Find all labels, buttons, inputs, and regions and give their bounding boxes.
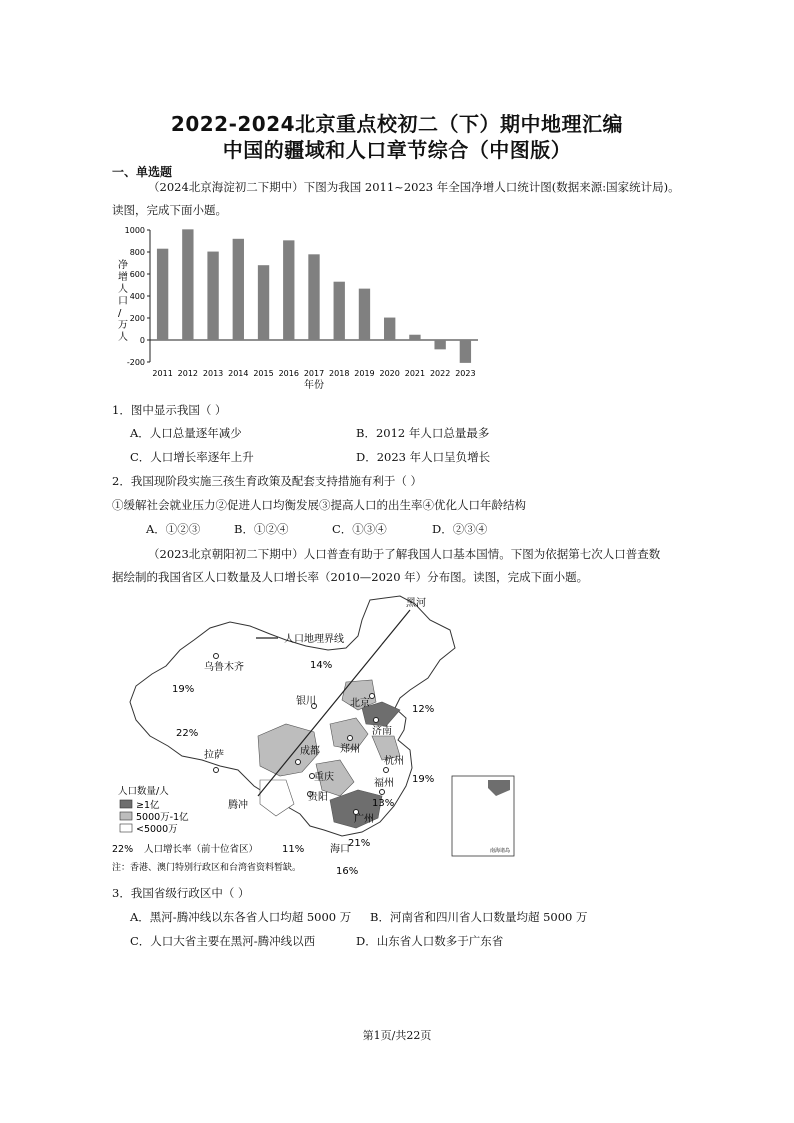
map-note: 注：香港、澳门特别行政区和台湾省资料暂缺。 (112, 863, 302, 873)
legend-title: 人口数量/人 (118, 786, 169, 797)
q2-option-c[interactable]: C．①③④ (332, 522, 387, 536)
city-guangzhou: 广州 (354, 814, 374, 825)
chart-x-tick-label: 2011 (152, 369, 173, 378)
section-heading: 一、单选题 (112, 165, 173, 179)
legend-item-2: 5000万-1亿 (136, 812, 189, 823)
city-heihe: 黑河 (406, 598, 426, 609)
chart-y-tick-label: -200 (126, 358, 145, 367)
intro2-line2: 据绘制的我国省区人口数量及人口增长率（2010—2020 年）分布图。读图，完成下面小题。 (112, 570, 589, 584)
city-chengdu: 成都 (300, 746, 320, 757)
city-haikou: 海口 (330, 844, 350, 855)
chart-xlabel: 年份 (304, 380, 324, 391)
city-beijing: 北京 (350, 698, 370, 709)
q3-option-c[interactable]: C．人口大省主要在黑河-腾冲线以西 (130, 934, 316, 948)
rate-guangdong: 21% (348, 838, 371, 849)
city-lhasa: 拉萨 (204, 750, 224, 761)
q1-stem: 1．图中显示我国（ ） (112, 403, 227, 417)
q2-option-d[interactable]: D．②③④ (432, 522, 488, 536)
chart-x-tick-label: 2013 (202, 369, 224, 378)
chart-bar-2023 (460, 340, 471, 363)
chart-x-tick-label: 2016 (278, 369, 299, 378)
chart-x-tick-label: 2018 (329, 369, 350, 378)
chart-x-tick-label: 2021 (404, 369, 426, 378)
q2-option-a[interactable]: A．①②③ (146, 522, 201, 536)
city-tengchong: 腾冲 (228, 800, 248, 811)
chart-bar-2020 (384, 318, 395, 340)
chart-bar-2015 (258, 265, 269, 340)
rate-zhejiang: 19% (412, 774, 435, 785)
rate-tianjin: 12% (412, 704, 435, 715)
chart-y-tick-label: 800 (129, 248, 145, 257)
rate-ningxia: 14% (310, 660, 333, 671)
intro1-line2: 读图，完成下面小题。 (112, 203, 227, 217)
chart-x-tick-label: 2012 (177, 369, 199, 378)
chart-y-tick-label: 1000 (124, 226, 145, 235)
chart-bar-2013 (207, 252, 218, 340)
intro1-line1: （2024北京海淀初二下期中）下图为我国 2011~2023 年全国净增人口统计图(数据来源:国家统计局)。 (148, 180, 680, 194)
q1-option-a[interactable]: A．人口总量逐年减少 (130, 426, 242, 440)
doc-title-line2: 中国的疆域和人口章节综合（中图版） (222, 138, 572, 162)
chart-x-tick-label: 2022 (429, 369, 451, 378)
line-legend-label: 人口地理界线 (284, 634, 344, 645)
page-footer: 第1页/共22页 (362, 1029, 432, 1042)
chart-x-tick-label: 2014 (228, 369, 249, 378)
rate-fujian: 13% (372, 798, 395, 809)
chart-x-tick-label: 2020 (379, 369, 400, 378)
city-chongqing: 重庆 (314, 772, 334, 783)
q3-option-a[interactable]: A．黑河-腾冲线以东各省人口均超 5000 万 (130, 910, 352, 924)
chart-y-tick-label: 400 (129, 292, 145, 301)
net-population-bar-chart (108, 222, 488, 392)
rate-yunnan: 11% (282, 844, 305, 855)
legend-item-1: ≥1亿 (136, 800, 160, 811)
q1-option-b[interactable]: B．2012 年人口总量最多 (356, 426, 490, 440)
q1-option-c[interactable]: C．人口增长率逐年上升 (130, 450, 254, 464)
city-fuzhou: 福州 (374, 778, 394, 789)
chart-x-tick-label: 2019 (354, 369, 375, 378)
q2-stem: 2．我国现阶段实施三孩生育政策及配套支持措施有利于（ ） (112, 474, 422, 488)
chart-bar-2011 (157, 249, 168, 340)
city-guiyang: 贵阳 (308, 792, 328, 803)
chart-bar-2017 (308, 254, 319, 340)
q3-option-d[interactable]: D．山东省人口数多于广东省 (356, 934, 504, 948)
rate-xinjiang: 19% (172, 684, 195, 695)
chart-bar-2014 (233, 239, 244, 340)
city-urumqi: 乌鲁木齐 (204, 662, 244, 673)
intro2-line1: （2023北京朝阳初二下期中）人口普查有助于了解我国人口基本国情。下图为依据第七次人口普查数 (148, 547, 661, 561)
chart-x-tick-label: 2023 (455, 369, 476, 378)
chart-bar-2016 (283, 240, 294, 340)
chart-bar-2019 (359, 289, 370, 340)
inset-label: 南海诸岛 (490, 848, 511, 854)
q1-option-d[interactable]: D．2023 年人口呈负增长 (356, 450, 491, 464)
chart-bar-2018 (334, 282, 345, 340)
rate-tibet: 22% (176, 728, 199, 739)
chart-ylabel: 净增人口/万人 (118, 260, 128, 343)
chart-bar-2022 (434, 340, 445, 349)
city-hangzhou: 杭州 (384, 756, 404, 767)
q2-option-b[interactable]: B．①②④ (234, 522, 289, 536)
q2-items: ①缓解社会就业压力②促进人口均衡发展③提高人口的出生率④优化人口年龄结构 (112, 498, 526, 512)
q3-stem: 3．我国省级行政区中（ ） (112, 886, 250, 900)
chart-bar-2021 (409, 335, 420, 340)
rate-hainan: 16% (336, 866, 359, 877)
q3-option-b[interactable]: B．河南省和四川省人口数量均超 5000 万 (370, 910, 588, 924)
legend-growth-sample: 22% (112, 844, 134, 855)
chart-x-tick-label: 2017 (303, 369, 325, 378)
city-zhengzhou: 郑州 (340, 744, 360, 755)
legend-growth-label: 人口增长率（前十位省区） (144, 844, 259, 855)
china-population-map (110, 590, 530, 880)
chart-bar-2012 (182, 229, 193, 340)
city-jinan: 济南 (372, 726, 392, 737)
city-yinchuan: 银川 (296, 696, 316, 707)
chart-y-tick-label: 600 (129, 270, 145, 279)
chart-y-tick-label: 200 (129, 314, 145, 323)
doc-title-line1: 2022-2024北京重点校初二（下）期中地理汇编 (170, 112, 624, 136)
legend-item-3: <5000万 (136, 824, 178, 835)
chart-x-tick-label: 2015 (253, 369, 274, 378)
chart-y-tick-label: 0 (139, 336, 145, 345)
